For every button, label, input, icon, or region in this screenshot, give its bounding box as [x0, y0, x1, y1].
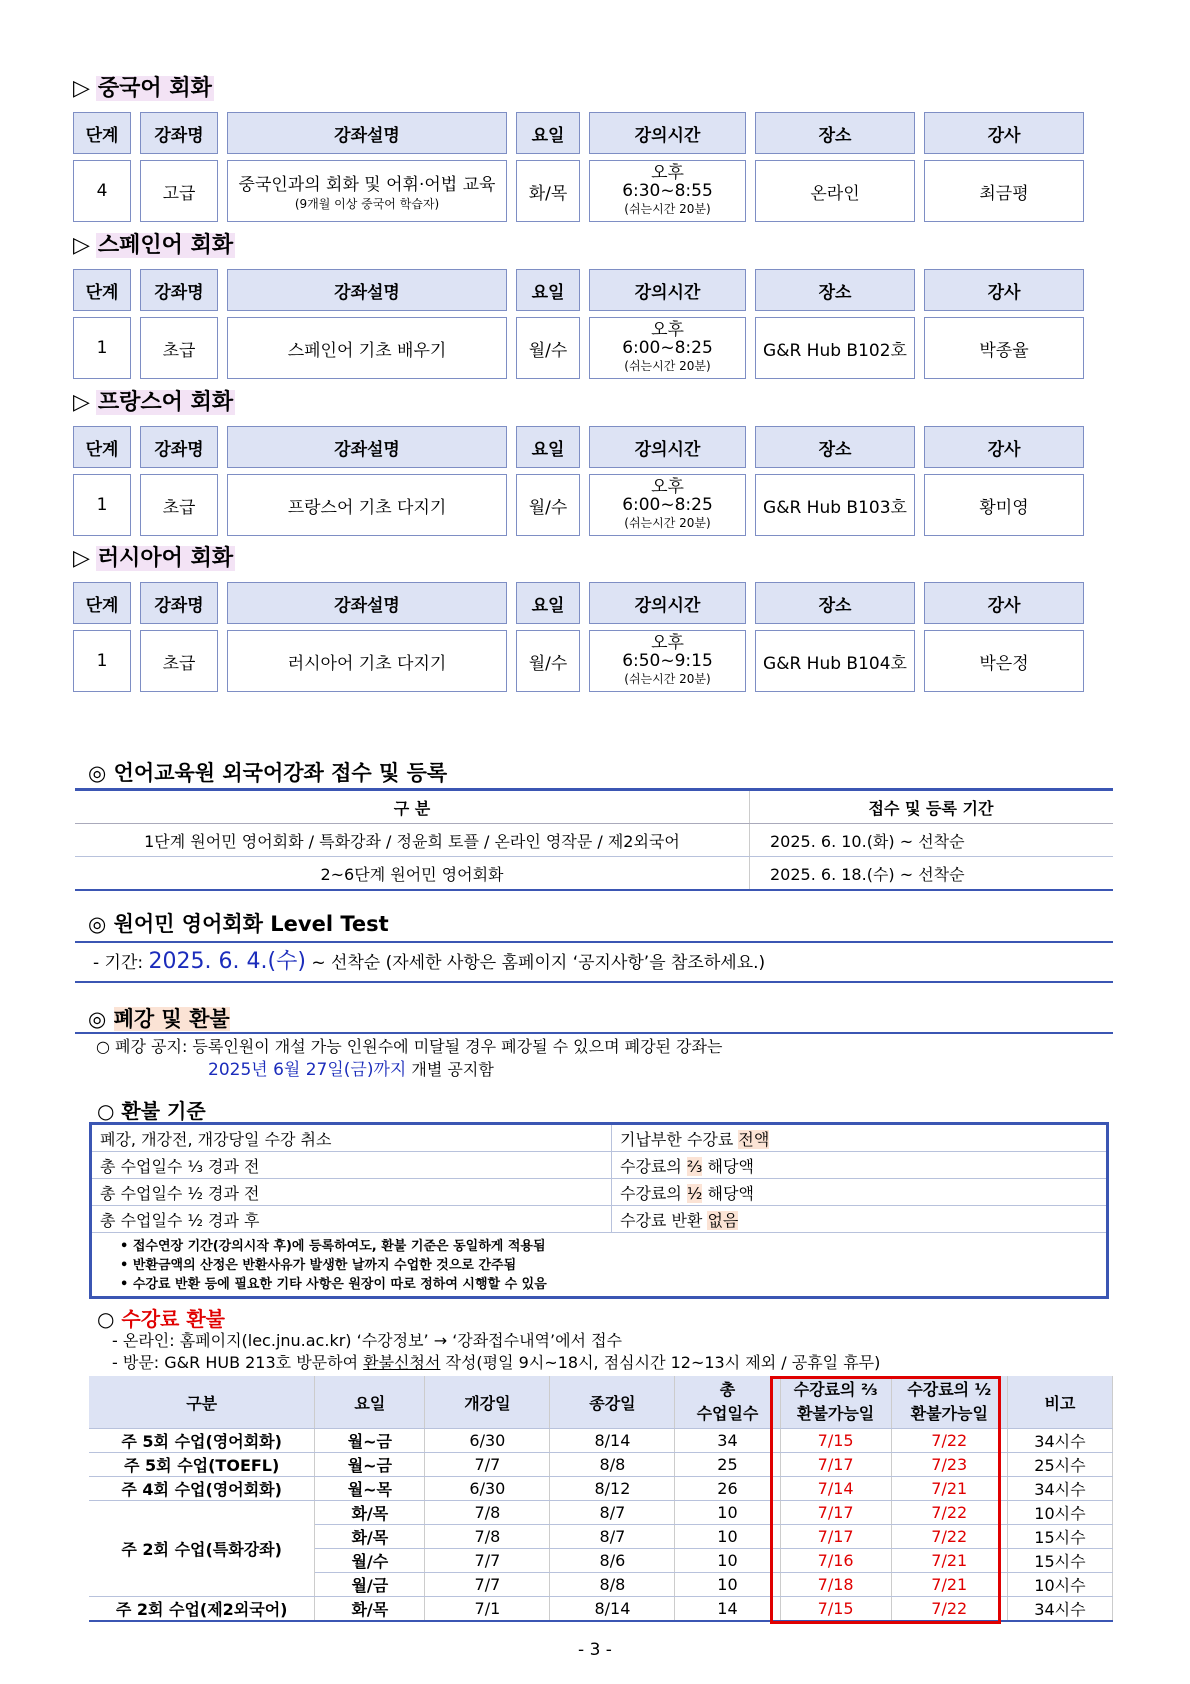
page-number: - 3 - [578, 1640, 612, 1660]
fee-r12: 7/22 [891, 1429, 1007, 1453]
fee-row [89, 1453, 1113, 1477]
fee-days: 월/금 [315, 1573, 425, 1597]
fee-r23: 7/15 [780, 1429, 891, 1453]
header-cell: 강사 [924, 426, 1084, 468]
criteria-highlight: 전액 [738, 1129, 770, 1149]
fee-refund-methods [112, 1330, 880, 1374]
level-test-prefix: - 기간: [93, 953, 144, 973]
header-cell: 요일 [516, 426, 580, 468]
header-cell: 장소 [755, 582, 915, 624]
fee-r12: 7/21 [891, 1477, 1007, 1501]
fee-r23: 7/14 [780, 1477, 891, 1501]
course-break: (쉬는시간 20분) [624, 516, 711, 530]
fee-total: 10 [675, 1549, 780, 1573]
course-desc-text: 중국인과의 회화 및 어휘·어법 교육 [238, 175, 496, 195]
course-level: 4 [73, 160, 131, 222]
cancel-title-mark: ◎ [88, 1007, 107, 1031]
fee-type: 주 5회 수업(영어회화) [89, 1429, 315, 1453]
course-title [73, 544, 1133, 574]
fee-note: 34시수 [1007, 1429, 1112, 1453]
criteria-row [92, 1179, 1106, 1206]
course-section [73, 544, 1133, 692]
fee-note: 10시수 [1007, 1573, 1112, 1597]
cancel-title [88, 1003, 230, 1033]
course-time [589, 474, 746, 536]
course-row [73, 160, 1084, 222]
level-test-title: ◎ 원어민 영어회화 Level Test [88, 912, 389, 936]
refund-visit-post: 작성(평일 9시~18시, 점심시간 12~13시 제외 / 공휴일 휴무) [445, 1353, 881, 1372]
header-cell: 강좌설명 [227, 112, 507, 154]
fee-row [89, 1597, 1113, 1622]
course-days: 월/수 [516, 474, 580, 536]
refund-criteria-table [92, 1125, 1106, 1233]
fee-header-r12 [891, 1376, 1007, 1429]
course-row [73, 474, 1084, 536]
course-name: 초급 [140, 317, 218, 379]
header-cell: 강사 [924, 582, 1084, 624]
cancel-divider [75, 1032, 1113, 1034]
criteria-condition: 총 수업일수 ½ 경과 후 [92, 1206, 612, 1233]
course-days: 월/수 [516, 317, 580, 379]
criteria-refund [612, 1125, 1107, 1152]
header-cell: 단계 [73, 426, 131, 468]
course-place: G&R Hub B103호 [755, 474, 915, 536]
fee-days: 월~목 [315, 1477, 425, 1501]
fee-note: 15시수 [1007, 1549, 1112, 1573]
course-level: 1 [73, 630, 131, 692]
header-cell: 강좌설명 [227, 582, 507, 624]
fee-note: 25시수 [1007, 1453, 1112, 1477]
criteria-pre: 기납부한 수강료 [620, 1129, 734, 1149]
course-break: (쉬는시간 20분) [624, 672, 711, 686]
header-cell: 장소 [755, 269, 915, 311]
fee-days: 화/목 [315, 1597, 425, 1622]
criteria-post: 해당액 [707, 1183, 754, 1203]
header-cell: 강좌명 [140, 269, 218, 311]
fee-refund-title-text: 수강료 환불 [121, 1307, 225, 1331]
fee-end: 8/7 [550, 1501, 675, 1525]
fee-days: 화/목 [315, 1501, 425, 1525]
course-time [589, 160, 746, 222]
header-cell: 강의시간 [589, 112, 746, 154]
refund-notes [92, 1233, 1106, 1296]
header-cell: 강의시간 [589, 582, 746, 624]
criteria-highlight: ½ [686, 1183, 703, 1203]
criteria-row [92, 1125, 1106, 1152]
fee-header-line: 비고 [1044, 1393, 1076, 1413]
fee-header-days [315, 1376, 425, 1429]
fee-end: 8/7 [550, 1525, 675, 1549]
criteria-pre: 수강료의 [620, 1156, 682, 1176]
fee-total: 10 [675, 1525, 780, 1549]
course-table [64, 112, 1093, 222]
spacer [73, 574, 1133, 582]
fee-r12: 7/21 [891, 1573, 1007, 1597]
fee-total: 14 [675, 1597, 780, 1622]
criteria-pre: 수강료의 [620, 1183, 682, 1203]
refund-visit-form: 환불신청서 [363, 1353, 441, 1372]
course-desc [227, 317, 507, 379]
course-level: 1 [73, 317, 131, 379]
course-level: 1 [73, 474, 131, 536]
fee-header-line: 총 [719, 1380, 736, 1399]
fee-note: 34시수 [1007, 1477, 1112, 1501]
course-table [64, 269, 1093, 379]
course-name: 초급 [140, 630, 218, 692]
fee-days: 월/수 [315, 1549, 425, 1573]
refund-note: • 접수연장 기간(강의시작 후)에 등록하여도, 환불 기준은 동일하게 적용됨 [120, 1239, 546, 1254]
fee-end: 8/14 [550, 1429, 675, 1453]
header-cell: 강사 [924, 112, 1084, 154]
reg-period: 2025. 6. 10.(화) ~ 선착순 [750, 824, 1114, 857]
refund-criteria-box [89, 1122, 1109, 1299]
fee-header-type [89, 1376, 315, 1429]
criteria-condition: 총 수업일수 ½ 경과 전 [92, 1179, 612, 1206]
refund-criteria-title: ○ 환불 기준 [97, 1099, 206, 1123]
fee-header-line: 구분 [186, 1393, 218, 1413]
course-desc [227, 630, 507, 692]
reg-type: 1단계 원어민 영어회화 / 특화강좌 / 정윤희 토플 / 온라인 영작문 / 제2외국어 [75, 824, 750, 857]
reg-type: 2~6단계 원어민 영어회화 [75, 857, 750, 891]
fee-r12: 7/22 [891, 1597, 1007, 1622]
spacer [73, 104, 1133, 112]
level-test-box [75, 941, 1113, 983]
course-title [73, 388, 1133, 418]
fee-type: 주 2회 수업(특화강좌) [89, 1501, 315, 1597]
fee-r23: 7/17 [780, 1453, 891, 1477]
fee-start: 6/30 [425, 1477, 550, 1501]
fee-r12: 7/22 [891, 1501, 1007, 1525]
criteria-refund [612, 1206, 1107, 1233]
cancel-notice-date: 2025년 6월 27일(금)까지 [208, 1060, 407, 1080]
course-teacher: 최금평 [924, 160, 1084, 222]
course-desc-text: 프랑스어 기초 다지기 [287, 497, 447, 518]
fee-refund-title [97, 1303, 225, 1332]
course-title [73, 74, 1133, 104]
fee-r23: 7/17 [780, 1525, 891, 1549]
fee-end: 8/12 [550, 1477, 675, 1501]
header-cell: 요일 [516, 112, 580, 154]
triangle-icon: ▷ [73, 546, 90, 571]
cancel-notice [96, 1035, 722, 1082]
criteria-condition: 폐강, 개강전, 개강당일 수강 취소 [92, 1125, 612, 1152]
reg-col-period: 접수 및 등록 기간 [750, 790, 1114, 824]
fee-total: 25 [675, 1453, 780, 1477]
fee-r23: 7/17 [780, 1501, 891, 1525]
course-desc-text: 러시아어 기초 다지기 [287, 653, 447, 674]
header-cell: 강좌명 [140, 582, 218, 624]
fee-start: 6/30 [425, 1429, 550, 1453]
course-break: (쉬는시간 20분) [624, 359, 711, 373]
fee-r23: 7/18 [780, 1573, 891, 1597]
fee-refund-table [89, 1376, 1113, 1622]
header-cell: 강의시간 [589, 426, 746, 468]
fee-header-line: 환불가능일 [796, 1404, 875, 1423]
course-time-label: 오후 [651, 320, 684, 340]
course-desc [227, 160, 507, 222]
fee-r12: 7/21 [891, 1549, 1007, 1573]
refund-note: • 수강료 반환 등에 필요한 기타 사항은 원장이 따로 정하여 시행할 수 있음 [120, 1277, 547, 1292]
course-title-text: 프랑스어 회화 [97, 390, 234, 415]
triangle-icon: ▷ [73, 233, 90, 258]
criteria-post: 해당액 [707, 1156, 754, 1176]
course-days: 월/수 [516, 630, 580, 692]
level-test-date: 2025. 6. 4.(수) [148, 949, 306, 974]
fee-type: 주 5회 수업(TOEFL) [89, 1453, 315, 1477]
fee-refund-mark: ○ [97, 1307, 115, 1331]
fee-end: 8/6 [550, 1549, 675, 1573]
reg-period: 2025. 6. 18.(수) ~ 선착순 [750, 857, 1114, 891]
fee-start: 7/7 [425, 1549, 550, 1573]
fee-header-line: 수업일수 [696, 1404, 759, 1423]
criteria-pre: 수강료 반환 [620, 1210, 703, 1230]
fee-header-start [425, 1376, 550, 1429]
fee-r12: 7/22 [891, 1525, 1007, 1549]
header-cell: 단계 [73, 112, 131, 154]
fee-note: 34시수 [1007, 1597, 1112, 1622]
header-cell: 요일 [516, 269, 580, 311]
fee-r23: 7/15 [780, 1597, 891, 1622]
fee-header-line: 수강료의 ½ [907, 1380, 992, 1399]
fee-header-line: 요일 [354, 1393, 386, 1413]
course-table [64, 426, 1093, 536]
header-cell: 단계 [73, 269, 131, 311]
fee-days: 화/목 [315, 1525, 425, 1549]
course-desc-text: 스페인어 기초 배우기 [287, 340, 447, 361]
registration-table [75, 788, 1113, 891]
course-title-text: 스페인어 회화 [97, 233, 234, 258]
header-row [73, 582, 1084, 624]
spacer [73, 261, 1133, 269]
fee-end: 8/14 [550, 1597, 675, 1622]
course-place: 온라인 [755, 160, 915, 222]
triangle-icon: ▷ [73, 76, 90, 101]
criteria-refund [612, 1179, 1107, 1206]
fee-header-total [675, 1376, 780, 1429]
header-row [73, 112, 1084, 154]
fee-r23: 7/16 [780, 1549, 891, 1573]
fee-header-line: 개강일 [464, 1393, 511, 1413]
criteria-condition: 총 수업일수 ⅓ 경과 전 [92, 1152, 612, 1179]
cancel-title-text: 폐강 및 환불 [113, 1007, 230, 1031]
fee-start: 7/8 [425, 1501, 550, 1525]
fee-end: 8/8 [550, 1453, 675, 1477]
criteria-refund [612, 1152, 1107, 1179]
fee-total: 10 [675, 1573, 780, 1597]
fee-header-end [550, 1376, 675, 1429]
course-teacher: 황미영 [924, 474, 1084, 536]
refund-visit-pre: - 방문: G&R HUB 213호 방문하여 [112, 1353, 359, 1372]
course-time-range: 6:50~9:15 [622, 651, 713, 671]
fee-r12: 7/23 [891, 1453, 1007, 1477]
cancel-notice-line1: ○ 폐강 공지: 등록인원이 개설 가능 인원수에 미달될 경우 폐강될 수 있으며 폐강된 강좌는 [96, 1037, 723, 1056]
header-cell: 강좌설명 [227, 426, 507, 468]
criteria-highlight: 없음 [707, 1210, 739, 1230]
criteria-highlight: ⅔ [686, 1156, 703, 1176]
fee-start: 7/1 [425, 1597, 550, 1622]
fee-total: 10 [675, 1501, 780, 1525]
course-title [73, 231, 1133, 261]
course-teacher: 박은정 [924, 630, 1084, 692]
course-time-range: 6:30~8:55 [622, 181, 713, 201]
course-title-text: 중국어 회화 [97, 76, 212, 101]
criteria-row [92, 1206, 1106, 1233]
course-time-range: 6:00~8:25 [622, 338, 713, 358]
course-desc-note: (9개월 이상 중국어 학습자) [294, 197, 440, 211]
fee-total: 34 [675, 1429, 780, 1453]
course-row [73, 317, 1084, 379]
course-days: 화/목 [516, 160, 580, 222]
course-name: 고급 [140, 160, 218, 222]
fee-type: 주 4회 수업(영어회화) [89, 1477, 315, 1501]
course-place: G&R Hub B104호 [755, 630, 915, 692]
header-cell: 장소 [755, 426, 915, 468]
course-break: (쉬는시간 20분) [624, 202, 711, 216]
fee-total: 26 [675, 1477, 780, 1501]
course-time [589, 630, 746, 692]
refund-online: - 온라인: 홈페이지(lec.jnu.ac.kr) ‘수강정보’ → ‘강좌접수내역’에서 접수 [112, 1331, 623, 1350]
reg-col-type: 구 분 [75, 790, 750, 824]
course-place: G&R Hub B102호 [755, 317, 915, 379]
fee-header-row [89, 1376, 1113, 1429]
header-cell: 강좌명 [140, 426, 218, 468]
criteria-row [92, 1152, 1106, 1179]
course-section [73, 74, 1133, 222]
course-time-range: 6:00~8:25 [622, 495, 713, 515]
course-row [73, 630, 1084, 692]
fee-row [89, 1501, 1113, 1525]
fee-note: 15시수 [1007, 1525, 1112, 1549]
course-time-label: 오후 [651, 163, 684, 183]
fee-type: 주 2회 수업(제2외국어) [89, 1597, 315, 1622]
course-time-label: 오후 [651, 633, 684, 653]
header-row [73, 269, 1084, 311]
course-section [73, 231, 1133, 379]
fee-row [89, 1477, 1113, 1501]
header-cell: 강사 [924, 269, 1084, 311]
header-cell: 요일 [516, 582, 580, 624]
fee-days: 월~금 [315, 1429, 425, 1453]
cancel-notice-end: 개별 공지함 [411, 1060, 494, 1079]
fee-days: 월~금 [315, 1453, 425, 1477]
fee-note: 10시수 [1007, 1501, 1112, 1525]
refund-note: • 반환금액의 산정은 반환사유가 발생한 날까지 수업한 것으로 간주됨 [120, 1258, 517, 1273]
header-cell: 장소 [755, 112, 915, 154]
header-row [73, 426, 1084, 468]
header-cell: 강좌설명 [227, 269, 507, 311]
header-cell: 단계 [73, 582, 131, 624]
fee-start: 7/7 [425, 1573, 550, 1597]
fee-header-note [1007, 1376, 1112, 1429]
course-section [73, 388, 1133, 536]
course-teacher: 박종율 [924, 317, 1084, 379]
spacer [73, 418, 1133, 426]
registration-title: ◎ 언어교육원 외국어강좌 접수 및 등록 [88, 761, 448, 785]
course-name: 초급 [140, 474, 218, 536]
header-cell: 강의시간 [589, 269, 746, 311]
course-time-label: 오후 [651, 477, 684, 497]
fee-header-r23 [780, 1376, 891, 1429]
triangle-icon: ▷ [73, 390, 90, 415]
fee-row [89, 1429, 1113, 1453]
course-time [589, 317, 746, 379]
fee-header-line: 환불가능일 [910, 1404, 988, 1423]
header-cell: 강좌명 [140, 112, 218, 154]
fee-end: 8/8 [550, 1573, 675, 1597]
fee-header-line: 종강일 [589, 1393, 636, 1413]
level-test-suffix: ~ 선착순 (자세한 사항은 홈페이지 ‘공지사항’을 참조하세요.) [311, 953, 766, 973]
fee-header-line: 수강료의 ⅔ [793, 1380, 878, 1399]
course-title-text: 러시아어 회화 [97, 546, 234, 571]
fee-start: 7/7 [425, 1453, 550, 1477]
fee-start: 7/8 [425, 1525, 550, 1549]
course-desc [227, 474, 507, 536]
course-table [64, 582, 1093, 692]
